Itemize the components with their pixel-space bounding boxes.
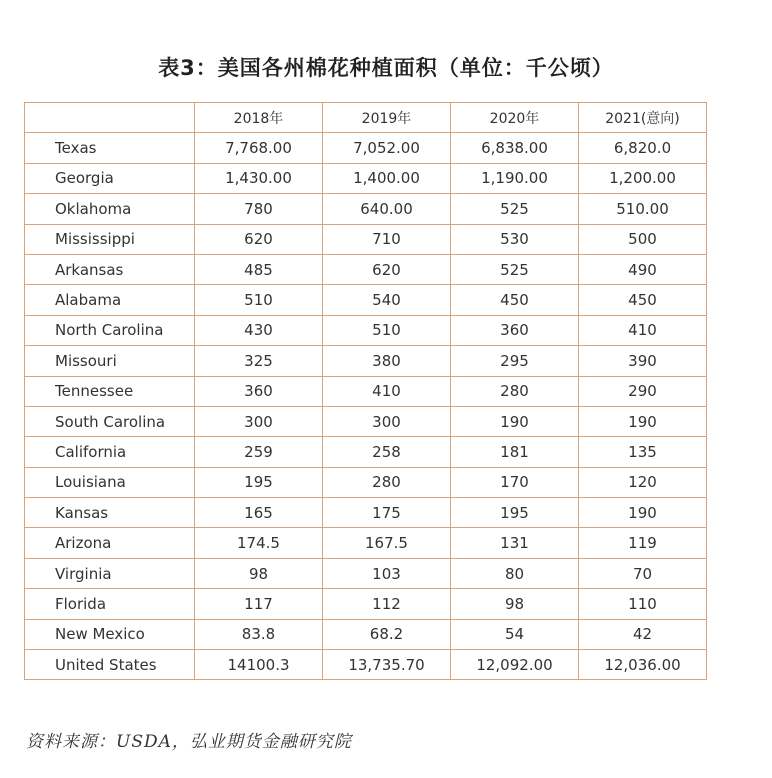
- state-cell: South Carolina: [25, 406, 195, 436]
- header-cell-2020: 2020年: [451, 103, 579, 133]
- value-cell-2019: 167.5: [323, 528, 451, 558]
- value-cell-2019: 280: [323, 467, 451, 497]
- value-cell-2021: 490: [579, 254, 707, 284]
- value-cell-2018: 510: [195, 285, 323, 315]
- state-cell: Virginia: [25, 558, 195, 588]
- value-cell-2020: 530: [451, 224, 579, 254]
- table-row: [25, 315, 707, 345]
- table-row: [25, 194, 707, 224]
- value-cell-2019: 380: [323, 346, 451, 376]
- value-cell-2018: 14100.3: [195, 650, 323, 680]
- value-cell-2020: 6,838.00: [451, 133, 579, 163]
- value-cell-2020: 131: [451, 528, 579, 558]
- value-cell-2018: 325: [195, 346, 323, 376]
- table-row: [25, 437, 707, 467]
- value-cell-2020: 12,092.00: [451, 650, 579, 680]
- header-row: [25, 103, 707, 133]
- value-cell-2018: 485: [195, 254, 323, 284]
- table-row: [25, 619, 707, 649]
- value-cell-2018: 300: [195, 406, 323, 436]
- value-cell-2021: 119: [579, 528, 707, 558]
- value-cell-2019: 7,052.00: [323, 133, 451, 163]
- value-cell-2021: 390: [579, 346, 707, 376]
- value-cell-2020: 80: [451, 558, 579, 588]
- value-cell-2021: 510.00: [579, 194, 707, 224]
- state-cell: Georgia: [25, 163, 195, 193]
- table-row: [25, 163, 707, 193]
- state-cell: North Carolina: [25, 315, 195, 345]
- value-cell-2019: 13,735.70: [323, 650, 451, 680]
- value-cell-2020: 450: [451, 285, 579, 315]
- table-row: [25, 467, 707, 497]
- value-cell-2021: 450: [579, 285, 707, 315]
- header-cell-2018: 2018年: [195, 103, 323, 133]
- table-row: [25, 254, 707, 284]
- table-row: [25, 376, 707, 406]
- table-row: [25, 528, 707, 558]
- value-cell-2020: 190: [451, 406, 579, 436]
- state-cell: United States: [25, 650, 195, 680]
- value-cell-2019: 640.00: [323, 194, 451, 224]
- value-cell-2020: 360: [451, 315, 579, 345]
- state-cell: Oklahoma: [25, 194, 195, 224]
- value-cell-2020: 525: [451, 254, 579, 284]
- state-cell: Arkansas: [25, 254, 195, 284]
- value-cell-2021: 110: [579, 589, 707, 619]
- state-cell: California: [25, 437, 195, 467]
- table-row: [25, 406, 707, 436]
- value-cell-2018: 165: [195, 498, 323, 528]
- value-cell-2021: 120: [579, 467, 707, 497]
- value-cell-2019: 300: [323, 406, 451, 436]
- value-cell-2018: 7,768.00: [195, 133, 323, 163]
- value-cell-2018: 620: [195, 224, 323, 254]
- source-note: 资料来源：USDA，弘业期货金融研究院: [26, 732, 352, 752]
- value-cell-2018: 83.8: [195, 619, 323, 649]
- header-cell-2019: 2019年: [323, 103, 451, 133]
- table-row: [25, 558, 707, 588]
- state-cell: Florida: [25, 589, 195, 619]
- value-cell-2021: 135: [579, 437, 707, 467]
- state-cell: Kansas: [25, 498, 195, 528]
- value-cell-2021: 190: [579, 406, 707, 436]
- value-cell-2018: 259: [195, 437, 323, 467]
- table-row: [25, 133, 707, 163]
- value-cell-2021: 190: [579, 498, 707, 528]
- value-cell-2020: 295: [451, 346, 579, 376]
- value-cell-2021: 290: [579, 376, 707, 406]
- value-cell-2018: 1,430.00: [195, 163, 323, 193]
- value-cell-2018: 780: [195, 194, 323, 224]
- value-cell-2018: 360: [195, 376, 323, 406]
- value-cell-2020: 98: [451, 589, 579, 619]
- state-cell: New Mexico: [25, 619, 195, 649]
- table-row: [25, 285, 707, 315]
- value-cell-2020: 181: [451, 437, 579, 467]
- value-cell-2019: 1,400.00: [323, 163, 451, 193]
- state-cell: Texas: [25, 133, 195, 163]
- value-cell-2019: 710: [323, 224, 451, 254]
- state-cell: Tennessee: [25, 376, 195, 406]
- state-cell: Arizona: [25, 528, 195, 558]
- table-row: [25, 224, 707, 254]
- value-cell-2019: 510: [323, 315, 451, 345]
- value-cell-2018: 117: [195, 589, 323, 619]
- table-title: 表3：美国各州棉花种植面积（单位：千公顷）: [158, 56, 614, 80]
- cotton-acreage-table: [24, 102, 707, 680]
- value-cell-2019: 540: [323, 285, 451, 315]
- table-row: [25, 498, 707, 528]
- value-cell-2018: 430: [195, 315, 323, 345]
- value-cell-2021: 1,200.00: [579, 163, 707, 193]
- value-cell-2020: 1,190.00: [451, 163, 579, 193]
- value-cell-2021: 12,036.00: [579, 650, 707, 680]
- state-cell: Missouri: [25, 346, 195, 376]
- table-row: [25, 650, 707, 680]
- state-cell: Mississippi: [25, 224, 195, 254]
- value-cell-2021: 500: [579, 224, 707, 254]
- value-cell-2019: 258: [323, 437, 451, 467]
- state-cell: Louisiana: [25, 467, 195, 497]
- value-cell-2018: 98: [195, 558, 323, 588]
- value-cell-2019: 112: [323, 589, 451, 619]
- table-body: [25, 133, 707, 680]
- header-cell-2021: 2021(意向): [579, 103, 707, 133]
- table-row: [25, 589, 707, 619]
- value-cell-2021: 70: [579, 558, 707, 588]
- value-cell-2021: 6,820.0: [579, 133, 707, 163]
- value-cell-2018: 174.5: [195, 528, 323, 558]
- value-cell-2018: 195: [195, 467, 323, 497]
- value-cell-2019: 68.2: [323, 619, 451, 649]
- state-cell: Alabama: [25, 285, 195, 315]
- value-cell-2020: 170: [451, 467, 579, 497]
- value-cell-2020: 525: [451, 194, 579, 224]
- value-cell-2019: 410: [323, 376, 451, 406]
- value-cell-2020: 54: [451, 619, 579, 649]
- value-cell-2021: 410: [579, 315, 707, 345]
- value-cell-2020: 280: [451, 376, 579, 406]
- value-cell-2021: 42: [579, 619, 707, 649]
- value-cell-2019: 103: [323, 558, 451, 588]
- value-cell-2019: 620: [323, 254, 451, 284]
- header-cell-corner: [25, 103, 195, 133]
- value-cell-2019: 175: [323, 498, 451, 528]
- value-cell-2020: 195: [451, 498, 579, 528]
- table-row: [25, 346, 707, 376]
